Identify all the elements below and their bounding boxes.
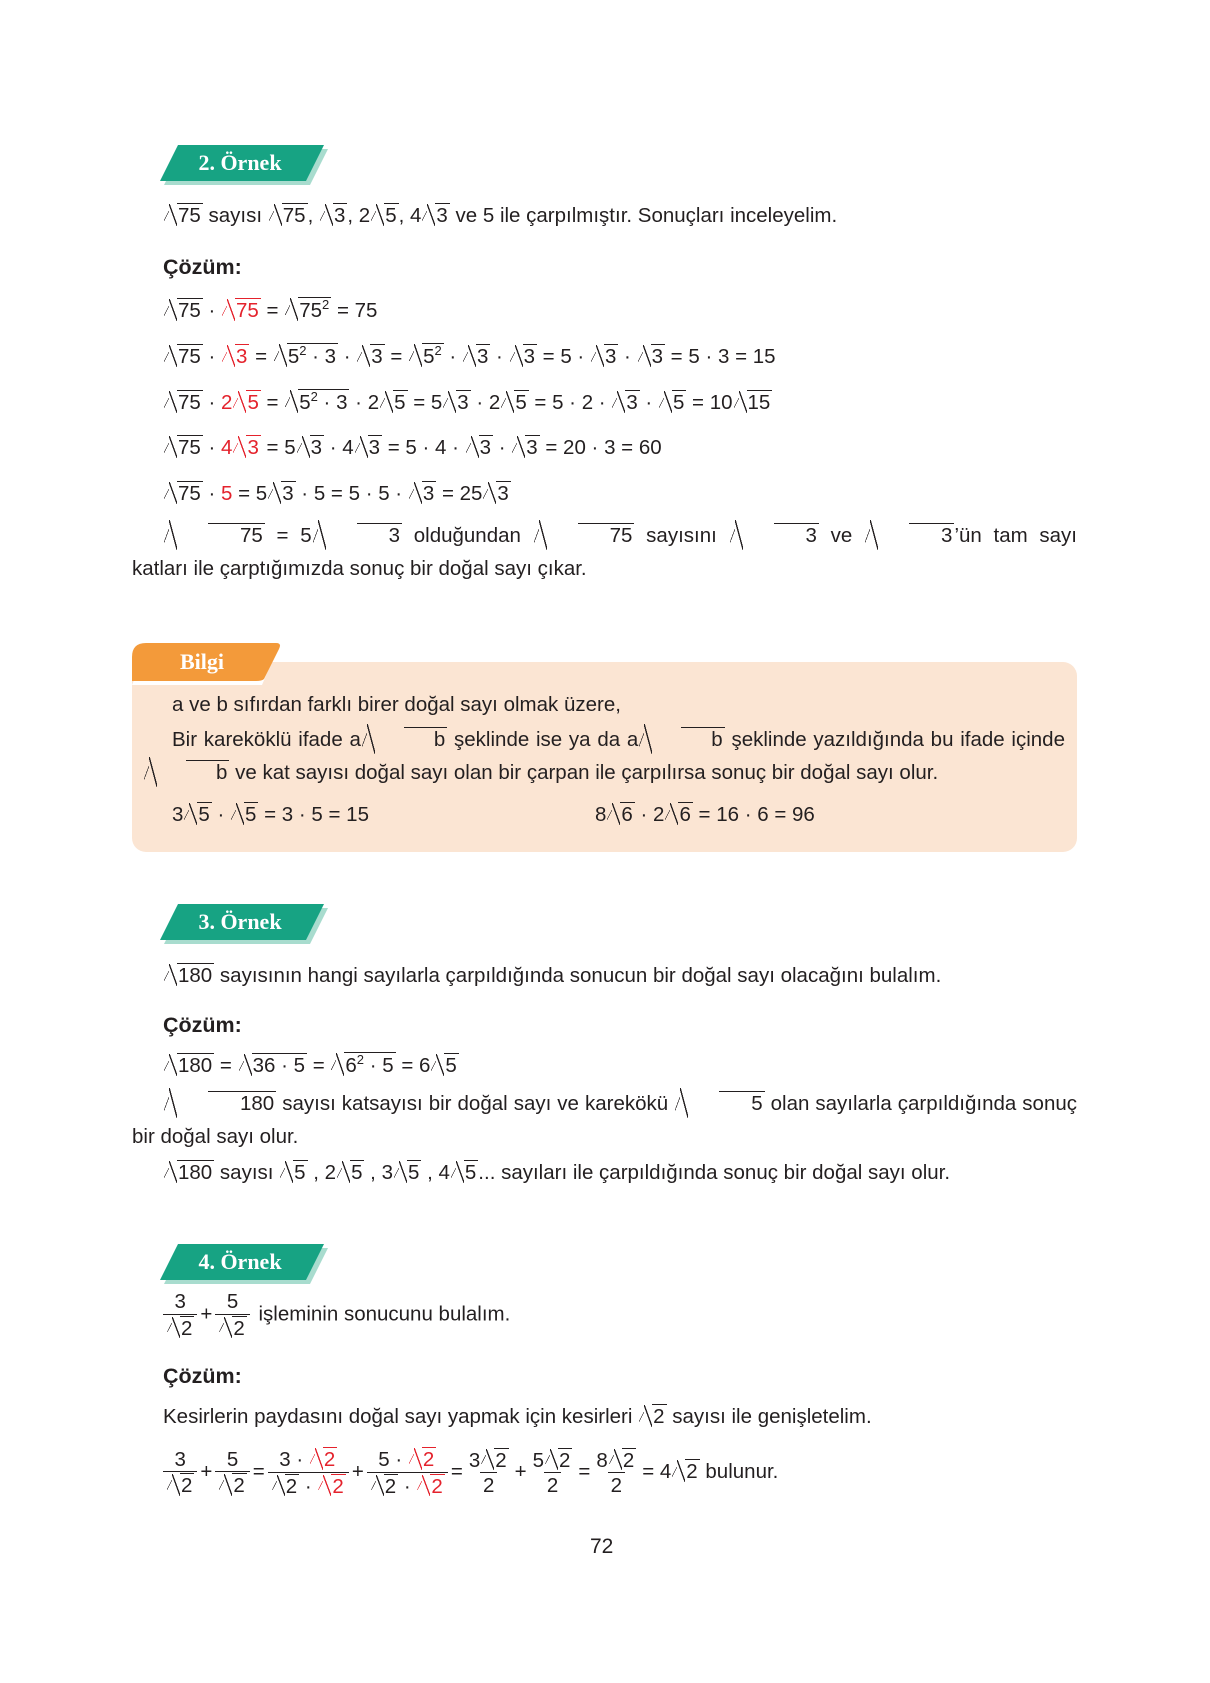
- page-number: 72: [590, 1535, 614, 1558]
- example-2-conclusion: 75 = 5 3 olduğundan 75 sayısını 3 ve 3’ün tam sayı katları ile çarptığımızda sonuç bir doğal sayı çıkar.: [132, 519, 1077, 585]
- example-2-intro: 75 sayısı 75, 3, 2 5, 4 3 ve 5 ile çarpılmıştır. Sonuçları inceleyelim.: [163, 203, 837, 228]
- example-2-badge: [160, 145, 328, 183]
- solution-label: Çözüm:: [163, 1013, 242, 1037]
- badge-label: 3. Örnek: [198, 909, 282, 934]
- equation-2: $75 \cdot 3 = 5^2 \cdot 3 \cdot 3 = 5^2 \cdot 3 \cdot 3 = 5 \cdot 3 \cdot 3 = 5 \cdot 3 = 15$: [163, 343, 776, 369]
- badge-label: Bilgi: [179, 649, 224, 674]
- example-4-badge: [160, 1244, 328, 1282]
- info-example-right: 8 6 · 2 6 = 16 · 6 = 96: [595, 803, 815, 826]
- badge-label: 2. Örnek: [198, 150, 282, 175]
- solution-label: Çözüm:: [163, 255, 242, 279]
- example-3-paragraph-1: 180 sayısı katsayısı bir doğal sayı ve karekökü 5 olan sayılarla çarpıldığında sonuç bir doğal sayı olur.: [132, 1087, 1077, 1153]
- equation-1: $75 \cdot 75 = 75^2 = 75$: [163, 297, 377, 323]
- example-3-badge: [160, 904, 328, 942]
- equation-5: 75 · 5 = 5 3 · 5 = 5 · 5 · 3 = 25 3: [163, 481, 511, 506]
- example-3-paragraph-2: 180 sayısı 5 , 2 5 , 3 5 , 4 5... sayıları ile çarpıldığında sonuç bir doğal sayı olur.: [163, 1160, 950, 1185]
- equation-4: 75 · 4 3 = 5 3 · 4 3 = 5 · 4 · 3 · 3 = 20 · 3 = 60: [163, 435, 662, 460]
- example-4-equation: $\frac{3}{2}$ + $\frac{5}{2}$ = $\frac{3 \cdot 2}{2 \cdot 2}$ + $\frac{5 \cdot 2}{2 \cdot 2}$ = $\frac{3 2}{2}$ + $\frac{5 2}{2}$ = $\frac{8 2}{2}$ = 4 2 bulunur.: [160, 1447, 778, 1498]
- badge-label: 4. Örnek: [198, 1249, 282, 1274]
- example-4-paragraph: Kesirlerin paydasını doğal sayı yapmak için kesirleri 2 sayısı ile genişletelim.: [163, 1405, 872, 1428]
- solution-label: Çözüm:: [163, 1364, 242, 1388]
- example-3-intro: 180 sayısının hangi sayılarla çarpıldığında sonucun bir doğal sayı olacağını bulalım.: [163, 963, 941, 988]
- example-3-equation: $180 = 36 \cdot 5 = 6^2 \cdot 5 = 6$ 5: [163, 1052, 459, 1078]
- example-4-intro: $\frac{3}{2}$ + $\frac{5}{2}$ işleminin sonucunu bulalım.: [160, 1290, 510, 1340]
- info-example-left: 3 5 · 5 = 3 · 5 = 15: [172, 803, 369, 826]
- info-paragraph: Bir kareköklü ifade a b şeklinde ise ya da a b şeklinde yazıldığında bu ifade içinde b ve kat sayısı doğal sayı olan bir çarpan ile çarpılırsa sonuç bir doğal sayı olur.: [143, 723, 1065, 789]
- equation-3: 75 · 2 $5 = 5^2 \cdot 3 \cdot 2$ 5 = 5 3 · 2 5 = 5 · 2 · 3 · 5 = 10 15: [163, 389, 772, 415]
- info-badge: [132, 643, 300, 681]
- info-line-1: a ve b sıfırdan farklı birer doğal sayı olmak üzere,: [172, 693, 621, 716]
